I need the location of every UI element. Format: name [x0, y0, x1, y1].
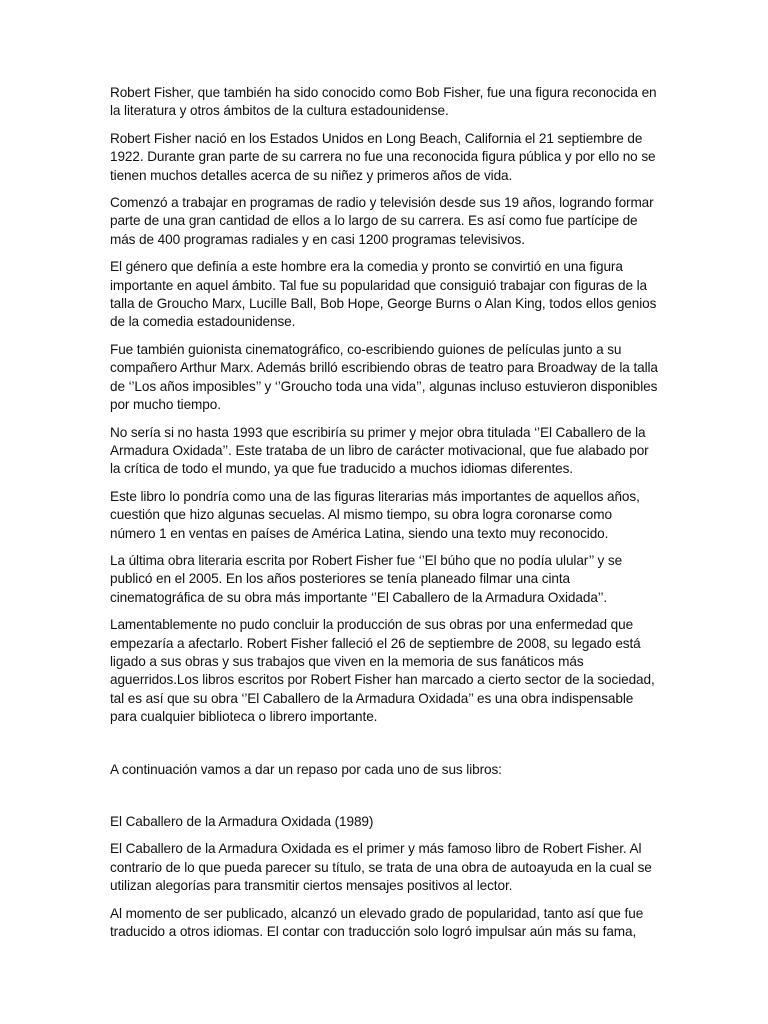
paragraph-first-book: No sería si no hasta 1993 que escribiría su primer y mejor obra titulada ‘’El Caballero de la Armadura Oxidada’’. Este trataba de un libro de carácter motivacional, que fue alabado por la crítica de todo el mundo, ya que fue traducido a muchos idiomas diferentes.	[110, 424, 649, 477]
paragraph-birth: Robert Fisher nació en los Estados Unidos en Long Beach, California el 21 septiembre de 1922. Durante gran parte de su carrera no fue una reconocida figura pública y por ello no se tienen muchos detalles acerca de su niñez y primeros años de vida.	[110, 130, 656, 183]
section-heading: El Caballero de la Armadura Oxidada (1989)	[110, 814, 374, 829]
paragraph-last-work: La última obra literaria escrita por Robert Fisher fue ‘’El búho que no podía ulular’’ y se publicó en el 2005. En los años posteriores se tenía planeado filmar una cinta cinematográfica de su obra más importante ‘’El Caballero de la Armadura Oxidada’’.	[110, 552, 623, 605]
paragraph-comedy: El género que definía a este hombre era la comedia y pronto se convirtió en una figura importante en aquel ámbito. Tal fue su popularidad que consiguió trabajar con figuras de la talla de Groucho Marx, Lucille Ball, Bob Hope, George Burns o Alan King, todos ellos genios de la comedia estadounidense.	[110, 259, 657, 330]
paragraph-career-start: Comenzó a trabajar en programas de radio y televisión desde sus 19 años, logrando formar parte de una gran cantidad de ellos a lo largo de su carrera. Es así como fue partícipe de más de 400 programas radiales y en casi 1200 programas televisivos.	[110, 195, 654, 247]
paragraph-book-description: El Caballero de la Armadura Oxidada es el primer y más famoso libro de Robert Fisher. Al contrario de lo que pueda parecer su título, se trata de una obra de autoayuda en la cual se utilizan alegorías para transmitir ciertos mensajes positivos al lector.	[110, 841, 652, 894]
paragraph-legacy: Lamentablemente no pudo concluir la producción de sus obras por una enfermedad que empezaría a afectarlo. Robert Fisher falleció el 26 de septiembre de 2008, su legado está ligado a sus obras y sus trabajos que viven en la memoria de sus fanáticos más aguerridos.Los libros escritos por Robert Fisher han marcado a cierto sector de la sociedad, tal es así que su obra ‘’El Caballero de la Armadura Oxidada’’ es una obra indispensable para cualquier biblioteca o librero importante.	[110, 617, 655, 725]
paragraph-book-popularity: Al momento de ser publicado, alcanzó un elevado grado de popularidad, tanto así que fue traducido a otros idiomas. El contar con traducción solo logró impulsar aún más su fama,	[110, 905, 644, 940]
paragraph-book-success: Este libro lo pondría como una de las figuras literarias más importantes de aquellos años, cuestión que hizo algunas secuelas. Al mismo tiempo, su obra logra coronarse como número 1 en ventas en países de América Latina, siendo una texto muy reconocido.	[110, 488, 640, 541]
document-page	[110, 84, 658, 950]
paragraph-books-intro: A continuación vamos a dar un repaso por cada uno de sus libros:	[110, 761, 502, 777]
paragraph-intro: Robert Fisher, que también ha sido conocido como Bob Fisher, fue una figura reconocida en la literatura y otros ámbitos de la cultura estadounidense.	[110, 85, 657, 119]
paragraph-screenwriter: Fue también guionista cinematográfico, co-escribiendo guiones de películas junto a su compañero Arthur Marx. Además brilló escribiendo obras de teatro para Broadway de la talla de ‘’Los años imposibles’’ y ‘’Groucho toda una vida’’, algunas incluso estuvieron disponibles por mucho tiempo.	[110, 341, 658, 413]
